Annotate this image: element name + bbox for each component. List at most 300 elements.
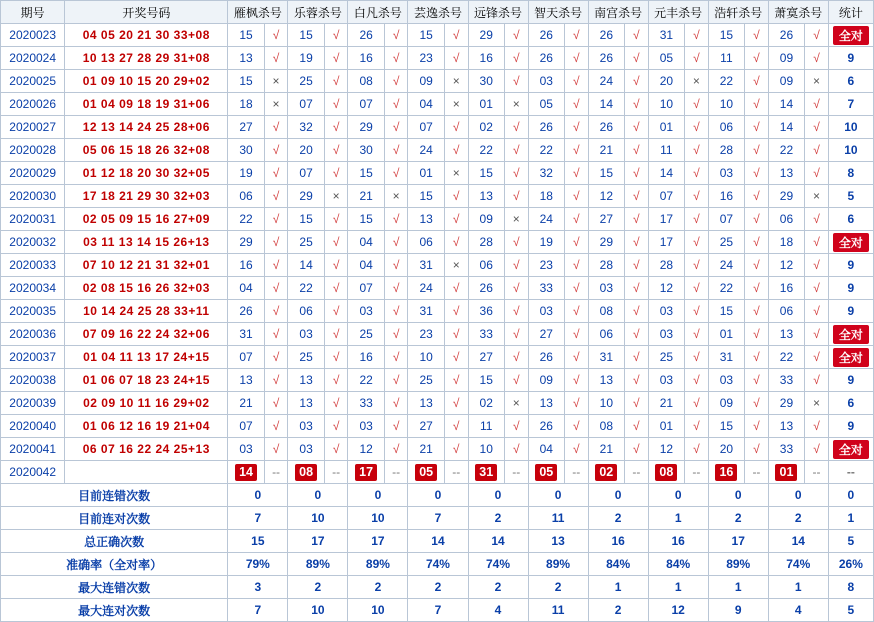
ball-badge: 08: [295, 464, 317, 481]
summary-value: 14: [768, 530, 828, 553]
dash-icon: --: [452, 465, 461, 479]
check-icon: √: [332, 166, 340, 180]
cell-kill-mark: [384, 162, 408, 185]
summary-row: [1, 553, 874, 576]
cell-kill-mark: [745, 70, 769, 93]
cell-kill-number: 01: [408, 162, 444, 185]
summary-value: 17: [708, 530, 768, 553]
check-icon: √: [512, 373, 520, 387]
summary-value: 89%: [708, 553, 768, 576]
cell-kill-mark: [384, 392, 408, 415]
check-icon: √: [693, 235, 700, 249]
cross-icon: ×: [392, 189, 400, 203]
check-icon: √: [693, 51, 700, 65]
cell-codes: 10 14 24 25 28 33+11: [65, 300, 228, 323]
cell-kill-number: 01: [648, 415, 684, 438]
check-icon: √: [452, 281, 460, 295]
cell-kill-number: 22: [228, 208, 264, 231]
cell-kill-number: 10: [708, 93, 744, 116]
cell-kill-number: 10: [648, 93, 684, 116]
check-icon: √: [392, 281, 400, 295]
check-icon: √: [633, 281, 640, 295]
cell-kill-mark: [745, 231, 769, 254]
cell-period: 2020029: [1, 162, 65, 185]
cell-kill-mark: [264, 208, 288, 231]
cell-kill-number: 13: [288, 369, 324, 392]
check-icon: √: [452, 212, 460, 226]
summary-value: 4: [768, 599, 828, 622]
cell-kill-number: 08: [348, 70, 384, 93]
table-head: [1, 1, 874, 24]
summary-value: 7: [228, 507, 288, 530]
cell-kill-number: 23: [528, 254, 564, 277]
check-icon: √: [452, 235, 460, 249]
cell-kill-number: 21: [228, 392, 264, 415]
check-icon: √: [332, 350, 340, 364]
cell-kill-mark: [444, 139, 468, 162]
check-icon: √: [392, 143, 400, 157]
check-icon: √: [452, 304, 460, 318]
summary-value: 2: [468, 507, 528, 530]
cell-kill-mark: [625, 277, 649, 300]
summary-row: [1, 530, 874, 553]
cell-kill-number: 06: [768, 208, 804, 231]
cell-kill-number: 07: [228, 346, 264, 369]
table-row: [1, 323, 874, 346]
cell-kill-mark: [384, 93, 408, 116]
check-icon: √: [332, 51, 340, 65]
cell-kill-mark: [384, 254, 408, 277]
cell-stat: 5: [828, 185, 873, 208]
cell-kill-mark: [625, 116, 649, 139]
check-icon: √: [272, 396, 280, 410]
check-icon: √: [633, 74, 640, 88]
check-icon: √: [753, 28, 760, 42]
check-icon: √: [633, 51, 640, 65]
table-row: [1, 277, 874, 300]
cell-period: 2020037: [1, 346, 65, 369]
summary-value: 10: [348, 599, 408, 622]
cell-kill-number: 06: [708, 116, 744, 139]
summary-value: 89%: [288, 553, 348, 576]
cell-current-stat: [828, 461, 873, 484]
status-badge: 全对: [833, 233, 869, 252]
cell-kill-mark: [324, 70, 348, 93]
cell-kill-number: 03: [228, 438, 264, 461]
summary-total: 0: [828, 484, 873, 507]
cell-kill-mark: [264, 369, 288, 392]
cell-kill-mark: [384, 139, 408, 162]
check-icon: √: [512, 304, 520, 318]
cell-kill-mark: [745, 93, 769, 116]
summary-row: [1, 599, 874, 622]
cell-stat: [828, 438, 873, 461]
check-icon: √: [813, 28, 820, 42]
cell-kill-number: 26: [588, 116, 624, 139]
cell-kill-mark: [324, 438, 348, 461]
summary-value: 7: [408, 507, 468, 530]
check-icon: √: [332, 442, 340, 456]
cell-kill-mark: [625, 254, 649, 277]
cell-kill-number: 04: [528, 438, 564, 461]
cell-kill-number: 24: [588, 70, 624, 93]
cell-stat: 9: [828, 254, 873, 277]
cell-kill-number: 11: [648, 139, 684, 162]
check-icon: √: [392, 419, 400, 433]
cell-kill-mark: [504, 346, 528, 369]
cell-kill-number: 13: [408, 208, 444, 231]
cell-current-ball: [288, 461, 324, 484]
check-icon: √: [392, 373, 400, 387]
header-row: [1, 1, 874, 24]
summary-total: 1: [828, 507, 873, 530]
header-period: 期号: [1, 1, 65, 24]
cell-kill-number: 26: [528, 346, 564, 369]
cell-kill-number: 30: [228, 139, 264, 162]
check-icon: √: [693, 212, 700, 226]
check-icon: √: [693, 327, 700, 341]
cell-kill-mark: [264, 300, 288, 323]
ball-badge: 31: [475, 464, 497, 481]
cell-kill-number: 03: [708, 369, 744, 392]
cell-kill-number: 26: [348, 24, 384, 47]
cell-kill-mark: [685, 116, 709, 139]
cell-kill-number: 25: [708, 231, 744, 254]
cell-kill-number: 02: [468, 392, 504, 415]
cell-kill-number: 33: [468, 323, 504, 346]
cell-kill-mark: [384, 208, 408, 231]
cell-kill-mark: [745, 323, 769, 346]
cell-kill-number: 03: [648, 369, 684, 392]
cell-kill-mark: [805, 208, 829, 231]
cell-kill-number: 33: [348, 392, 384, 415]
check-icon: √: [573, 189, 580, 203]
cell-kill-mark: [805, 93, 829, 116]
current-period-label: 当前期杀号: [65, 461, 228, 484]
cell-kill-number: 15: [288, 208, 324, 231]
header-killer-3: 芸逸杀号: [408, 1, 468, 24]
cell-kill-mark: [565, 139, 589, 162]
cell-kill-mark: [685, 369, 709, 392]
cell-stat: 7: [828, 93, 873, 116]
cell-kill-number: 33: [768, 369, 804, 392]
check-icon: √: [813, 120, 820, 134]
cell-current-ball: [468, 461, 504, 484]
cell-kill-mark: [504, 392, 528, 415]
table-row: [1, 438, 874, 461]
cell-kill-number: 08: [588, 300, 624, 323]
cell-kill-number: 13: [228, 47, 264, 70]
cell-stat: [828, 323, 873, 346]
cell-kill-number: 10: [588, 392, 624, 415]
cell-kill-mark: [504, 277, 528, 300]
cell-kill-mark: [264, 70, 288, 93]
cell-kill-number: 15: [588, 162, 624, 185]
cell-stat: 9: [828, 415, 873, 438]
check-icon: √: [753, 396, 760, 410]
cell-kill-mark: [745, 47, 769, 70]
cell-codes: 01 12 18 20 30 32+05: [65, 162, 228, 185]
cell-kill-number: 25: [288, 231, 324, 254]
dash-icon: --: [392, 465, 401, 479]
cell-current-mark: [565, 461, 589, 484]
cell-kill-mark: [805, 162, 829, 185]
cell-kill-mark: [264, 93, 288, 116]
check-icon: √: [392, 120, 400, 134]
summary-value: 14: [468, 530, 528, 553]
cell-kill-mark: [324, 162, 348, 185]
cell-kill-mark: [264, 254, 288, 277]
check-icon: √: [753, 327, 760, 341]
cell-kill-mark: [625, 392, 649, 415]
status-badge: 全对: [833, 348, 869, 367]
cell-kill-number: 24: [408, 139, 444, 162]
cell-kill-mark: [504, 323, 528, 346]
cell-kill-mark: [745, 185, 769, 208]
dash-icon: --: [632, 465, 641, 479]
check-icon: √: [633, 442, 640, 456]
cell-kill-mark: [504, 116, 528, 139]
summary-total: 8: [828, 576, 873, 599]
summary-value: 89%: [528, 553, 588, 576]
cell-current-mark: [625, 461, 649, 484]
check-icon: √: [332, 28, 340, 42]
cell-kill-number: 31: [408, 254, 444, 277]
summary-value: 13: [528, 530, 588, 553]
cell-kill-number: 14: [288, 254, 324, 277]
cell-codes: 03 11 13 14 15 26+13: [65, 231, 228, 254]
cell-kill-mark: [565, 70, 589, 93]
cell-kill-mark: [444, 24, 468, 47]
cell-kill-mark: [504, 415, 528, 438]
cell-kill-mark: [745, 162, 769, 185]
cross-icon: ×: [512, 396, 520, 410]
summary-value: 0: [408, 484, 468, 507]
cell-kill-mark: [504, 208, 528, 231]
summary-value: 14: [408, 530, 468, 553]
summary-value: 15: [228, 530, 288, 553]
cell-kill-number: 01: [648, 116, 684, 139]
cell-period: 2020038: [1, 369, 65, 392]
summary-value: 0: [588, 484, 648, 507]
cell-kill-number: 22: [768, 139, 804, 162]
cell-kill-number: 15: [708, 300, 744, 323]
cell-kill-mark: [685, 277, 709, 300]
cell-kill-number: 23: [408, 47, 444, 70]
cell-kill-number: 12: [768, 254, 804, 277]
cell-kill-number: 04: [408, 93, 444, 116]
cell-period: 2020025: [1, 70, 65, 93]
check-icon: √: [753, 143, 760, 157]
cell-kill-mark: [444, 438, 468, 461]
cell-kill-mark: [324, 392, 348, 415]
check-icon: √: [753, 74, 760, 88]
check-icon: √: [272, 120, 280, 134]
check-icon: √: [392, 258, 400, 272]
check-icon: √: [332, 373, 340, 387]
cell-kill-number: 11: [468, 415, 504, 438]
check-icon: √: [573, 51, 580, 65]
table-row: [1, 392, 874, 415]
cell-codes: 01 06 12 16 19 21+04: [65, 415, 228, 438]
cell-kill-number: 26: [588, 47, 624, 70]
cell-kill-mark: [384, 231, 408, 254]
cell-kill-mark: [504, 24, 528, 47]
check-icon: √: [272, 350, 280, 364]
cell-kill-number: 07: [648, 185, 684, 208]
check-icon: √: [512, 28, 520, 42]
check-icon: √: [813, 327, 820, 341]
cell-current-mark: [685, 461, 709, 484]
cross-icon: ×: [452, 166, 460, 180]
check-icon: √: [633, 28, 640, 42]
header-codes: 开奖号码: [65, 1, 228, 24]
cell-stat: 10: [828, 139, 873, 162]
cell-kill-number: 02: [468, 116, 504, 139]
cell-kill-number: 15: [468, 369, 504, 392]
cell-kill-number: 04: [348, 231, 384, 254]
cell-kill-mark: [324, 139, 348, 162]
cell-codes: 05 06 15 18 26 32+08: [65, 139, 228, 162]
check-icon: √: [272, 373, 280, 387]
dash-icon: --: [752, 465, 761, 479]
cell-kill-number: 13: [768, 162, 804, 185]
summary-value: 11: [528, 507, 588, 530]
cell-kill-number: 07: [408, 116, 444, 139]
cell-kill-number: 15: [708, 24, 744, 47]
summary-value: 2: [528, 576, 588, 599]
status-badge: 全对: [833, 26, 869, 45]
check-icon: √: [693, 166, 700, 180]
cell-kill-number: 25: [648, 346, 684, 369]
cell-kill-mark: [384, 323, 408, 346]
cell-kill-mark: [264, 47, 288, 70]
cell-kill-number: 16: [228, 254, 264, 277]
cell-kill-mark: [805, 415, 829, 438]
cell-period: 2020036: [1, 323, 65, 346]
cross-icon: ×: [512, 97, 520, 111]
check-icon: √: [272, 442, 280, 456]
check-icon: √: [272, 419, 280, 433]
cell-kill-number: 18: [528, 185, 564, 208]
cell-period: 2020024: [1, 47, 65, 70]
check-icon: √: [753, 235, 760, 249]
cell-kill-mark: [745, 369, 769, 392]
summary-value: 79%: [228, 553, 288, 576]
cell-current-period: 2020042: [1, 461, 65, 484]
check-icon: √: [272, 304, 280, 318]
cell-kill-mark: [504, 254, 528, 277]
cell-kill-number: 22: [768, 346, 804, 369]
header-stat: 统计: [828, 1, 873, 24]
check-icon: √: [573, 212, 580, 226]
cell-kill-mark: [625, 438, 649, 461]
header-killer-7: 元丰杀号: [648, 1, 708, 24]
cell-stat: 6: [828, 208, 873, 231]
check-icon: √: [272, 212, 280, 226]
cell-kill-number: 10: [408, 346, 444, 369]
table-row: [1, 116, 874, 139]
cell-kill-mark: [444, 415, 468, 438]
cell-kill-mark: [685, 185, 709, 208]
cell-kill-number: 10: [468, 438, 504, 461]
cell-kill-number: 19: [528, 231, 564, 254]
check-icon: √: [512, 120, 520, 134]
cell-kill-mark: [625, 24, 649, 47]
cell-kill-number: 28: [648, 254, 684, 277]
cell-kill-mark: [444, 277, 468, 300]
check-icon: √: [332, 258, 340, 272]
cell-kill-mark: [504, 438, 528, 461]
cell-kill-mark: [324, 208, 348, 231]
cell-kill-mark: [264, 277, 288, 300]
cell-kill-number: 03: [708, 162, 744, 185]
check-icon: √: [332, 281, 340, 295]
cell-kill-mark: [625, 415, 649, 438]
summary-value: 0: [348, 484, 408, 507]
cell-kill-mark: [565, 208, 589, 231]
check-icon: √: [512, 143, 520, 157]
check-icon: √: [633, 97, 640, 111]
cell-kill-mark: [504, 70, 528, 93]
cell-kill-mark: [444, 323, 468, 346]
cell-period: 2020035: [1, 300, 65, 323]
cell-kill-number: 25: [408, 369, 444, 392]
check-icon: √: [753, 373, 760, 387]
check-icon: √: [573, 281, 580, 295]
cell-kill-number: 14: [648, 162, 684, 185]
summary-row: [1, 576, 874, 599]
cell-kill-mark: [565, 323, 589, 346]
summary-label: 最大连错次数: [1, 576, 228, 599]
cell-kill-mark: [264, 415, 288, 438]
cell-kill-mark: [565, 415, 589, 438]
cell-period: 2020032: [1, 231, 65, 254]
cell-kill-mark: [264, 24, 288, 47]
table-row: [1, 346, 874, 369]
check-icon: √: [573, 442, 580, 456]
cell-codes: 01 09 10 15 20 29+02: [65, 70, 228, 93]
cell-codes: 04 05 20 21 30 33+08: [65, 24, 228, 47]
check-icon: √: [813, 166, 820, 180]
cell-kill-number: 06: [408, 231, 444, 254]
cell-codes: 06 07 16 22 24 25+13: [65, 438, 228, 461]
cell-period: 2020041: [1, 438, 65, 461]
cell-kill-number: 12: [348, 438, 384, 461]
cell-kill-mark: [444, 300, 468, 323]
cell-kill-number: 15: [348, 208, 384, 231]
check-icon: √: [452, 419, 460, 433]
summary-row: [1, 507, 874, 530]
check-icon: √: [573, 235, 580, 249]
dash-icon: --: [272, 465, 281, 479]
cell-kill-number: 14: [768, 93, 804, 116]
cell-kill-number: 03: [648, 323, 684, 346]
dash-icon: --: [572, 465, 581, 479]
cell-kill-mark: [685, 162, 709, 185]
cell-kill-mark: [685, 392, 709, 415]
cell-kill-number: 15: [468, 162, 504, 185]
cell-kill-mark: [565, 116, 589, 139]
cell-kill-mark: [625, 70, 649, 93]
check-icon: √: [813, 258, 820, 272]
check-icon: √: [452, 189, 460, 203]
cell-current-mark: [444, 461, 468, 484]
cell-kill-number: 07: [348, 277, 384, 300]
summary-value: 17: [348, 530, 408, 553]
summary-value: 9: [708, 599, 768, 622]
cell-kill-mark: [264, 392, 288, 415]
